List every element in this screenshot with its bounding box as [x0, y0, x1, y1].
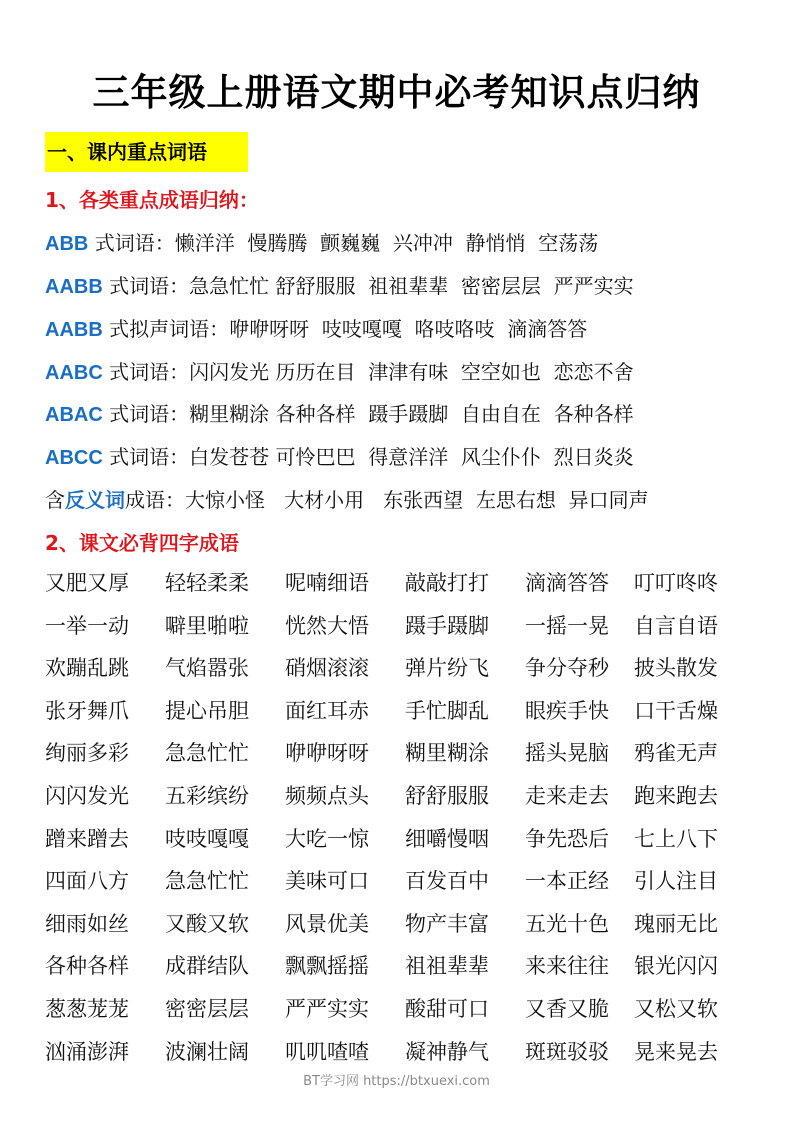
idiom-cell: 细雨如丝 [45, 911, 129, 936]
idiom-cell: 敲敲打打 [405, 571, 489, 595]
section-heading: 一、课内重点词语 [45, 132, 248, 172]
idiom-cell: 舒舒服服 [405, 784, 489, 808]
idiom-cell: 严严实实 [285, 997, 369, 1021]
idiom-cell: 祖祖辈辈 [405, 954, 489, 979]
pattern-tag: AABB [45, 276, 103, 298]
idiom-cell: 波澜壮阔 [165, 1039, 249, 1064]
idiom-cell: 成群结队 [165, 954, 249, 979]
idiom-cell: 频频点头 [285, 784, 369, 808]
idiom-cell: 四面八方 [45, 869, 129, 894]
idiom-cell: 各种各样 [45, 954, 129, 979]
idiom-row [0, 695, 793, 725]
idiom-cell: 糊里糊涂 [405, 741, 489, 766]
pattern-line-aabc [45, 356, 634, 385]
idiom-cell: 一举一动 [45, 613, 129, 638]
pattern-text: 式词语：白发苍苍 可怜巴巴 得意洋洋 风尘仆仆 烈日炎炎 [102, 445, 634, 469]
idiom-cell: 葱葱茏茏 [45, 997, 129, 1021]
idiom-cell: 鸦雀无声 [634, 741, 718, 766]
idiom-row [0, 823, 793, 853]
idiom-cell: 提心吊胆 [165, 698, 249, 723]
pattern-line-abb [45, 227, 598, 256]
idiom-cell: 争先恐后 [525, 826, 609, 851]
idiom-cell: 呢喃细语 [285, 571, 369, 595]
idiom-cell: 又酸又软 [165, 911, 249, 936]
idiom-row [0, 567, 793, 597]
idiom-cell: 风景优美 [285, 911, 369, 936]
idiom-row [0, 993, 793, 1023]
idiom-cell: 叽叽喳喳 [285, 1039, 369, 1064]
idiom-cell: 绚丽多彩 [45, 741, 129, 766]
idiom-cell: 汹涌澎湃 [45, 1039, 129, 1064]
idiom-cell: 晃来晃去 [634, 1039, 718, 1064]
subheading-idiom-summary: 1、各类重点成语归纳： [45, 188, 259, 212]
idiom-cell: 急急忙忙 [165, 741, 249, 766]
idiom-cell: 引人注目 [634, 869, 718, 894]
antonym-line [45, 484, 649, 513]
idiom-cell: 咿咿呀呀 [285, 741, 369, 766]
idiom-cell: 硝烟滚滚 [285, 656, 369, 681]
idiom-cell: 银光闪闪 [634, 954, 718, 979]
pattern-tag: AABC [45, 362, 103, 384]
idiom-cell: 五光十色 [525, 911, 609, 936]
idiom-cell: 斑斑驳驳 [525, 1039, 609, 1064]
idiom-cell: 一摇一晃 [525, 613, 609, 638]
idiom-cell: 弹片纷飞 [405, 656, 489, 681]
idiom-cell: 自言自语 [634, 613, 718, 638]
idiom-cell: 百发百中 [405, 869, 489, 894]
idiom-row [0, 1036, 793, 1066]
pattern-text: 式词语：急急忙忙 舒舒服服 祖祖辈辈 密密层层 严严实实 [102, 274, 634, 298]
idiom-cell: 又香又脆 [525, 997, 609, 1021]
idiom-row [0, 865, 793, 895]
idiom-row [0, 610, 793, 640]
pattern-text: 式拟声词语：咿咿呀呀 吱吱嘎嘎 咯吱咯吱 滴滴答答 [102, 317, 588, 341]
idiom-cell: 张牙舞爪 [45, 698, 129, 723]
idiom-cell: 气焰嚣张 [165, 656, 249, 681]
pattern-tag: AABB [45, 319, 103, 341]
idiom-cell: 披头散发 [634, 656, 718, 681]
idiom-cell: 又松又软 [634, 997, 718, 1021]
idiom-cell: 恍然大悟 [285, 613, 369, 638]
idiom-row [0, 950, 793, 980]
idiom-cell: 争分夺秒 [525, 656, 609, 681]
pattern-text: 式词语：闪闪发光 历历在目 津津有味 空空如也 恋恋不舍 [102, 360, 634, 384]
idiom-row [0, 652, 793, 682]
footer-watermark: BT学习网 https://btxuexi.com [303, 1074, 490, 1089]
idiom-cell: 滴滴答答 [525, 571, 609, 595]
idiom-cell: 瑰丽无比 [634, 911, 718, 936]
pattern-line-abcc [45, 441, 634, 470]
idiom-cell: 眼疾手快 [525, 698, 609, 723]
idiom-row [0, 737, 793, 767]
antonym-prefix: 含 [45, 488, 65, 512]
idiom-cell: 凝神静气 [405, 1039, 489, 1064]
idiom-cell: 走来走去 [525, 784, 609, 808]
idiom-cell: 七上八下 [634, 826, 718, 851]
pattern-line-aabb [45, 270, 634, 299]
idiom-cell: 蹭来蹭去 [45, 826, 129, 851]
idiom-cell: 急急忙忙 [165, 869, 249, 894]
idiom-cell: 欢蹦乱跳 [45, 656, 129, 681]
idiom-cell: 跑来跑去 [634, 784, 718, 808]
page-title: 三年级上册语文期中必考知识点归纳 [92, 71, 701, 114]
idiom-cell: 闪闪发光 [45, 784, 129, 808]
idiom-cell: 吱吱嘎嘎 [165, 826, 249, 851]
idiom-cell: 轻轻柔柔 [165, 571, 249, 595]
idiom-cell: 摇头晃脑 [525, 741, 609, 766]
idiom-cell: 叮叮咚咚 [634, 571, 718, 595]
idiom-cell: 噼里啪啦 [165, 613, 249, 638]
idiom-cell: 飘飘摇摇 [285, 954, 369, 979]
idiom-cell: 细嚼慢咽 [405, 826, 489, 851]
idiom-cell: 密密层层 [165, 997, 249, 1021]
idiom-cell: 物产丰富 [405, 911, 489, 936]
idiom-cell: 面红耳赤 [285, 698, 369, 723]
pattern-line-abac [45, 398, 634, 427]
idiom-cell: 蹑手蹑脚 [405, 613, 489, 638]
idiom-cell: 大吃一惊 [285, 826, 369, 851]
idiom-cell: 五彩缤纷 [165, 784, 249, 808]
idiom-cell: 又肥又厚 [45, 571, 129, 595]
idiom-row [0, 908, 793, 938]
idiom-cell: 一本正经 [525, 869, 609, 894]
antonym-text: 成语：大惊小怪 大材小用 东张西望 左思右想 异口同声 [125, 488, 649, 512]
pattern-tag: ABCC [45, 447, 103, 469]
subheading-four-char-idioms: 2、课文必背四字成语 [45, 531, 239, 555]
pattern-tag: ABAC [45, 404, 103, 426]
idiom-cell: 手忙脚乱 [405, 698, 489, 723]
pattern-tag: ABB [45, 233, 89, 255]
idiom-cell: 酸甜可口 [405, 997, 489, 1021]
idiom-cell: 来来往往 [525, 954, 609, 979]
pattern-text: 式词语：糊里糊涂 各种各样 蹑手蹑脚 自由自在 各种各样 [102, 402, 634, 426]
pattern-text: 式词语：懒洋洋 慢腾腾 颤巍巍 兴冲冲 静悄悄 空荡荡 [88, 231, 599, 255]
pattern-line-aabb-onomatopoeia [45, 313, 587, 342]
idiom-cell: 美味可口 [285, 869, 369, 894]
idiom-row [0, 780, 793, 810]
antonym-tag: 反义词 [65, 488, 125, 512]
idiom-cell: 口干舌燥 [634, 698, 718, 723]
